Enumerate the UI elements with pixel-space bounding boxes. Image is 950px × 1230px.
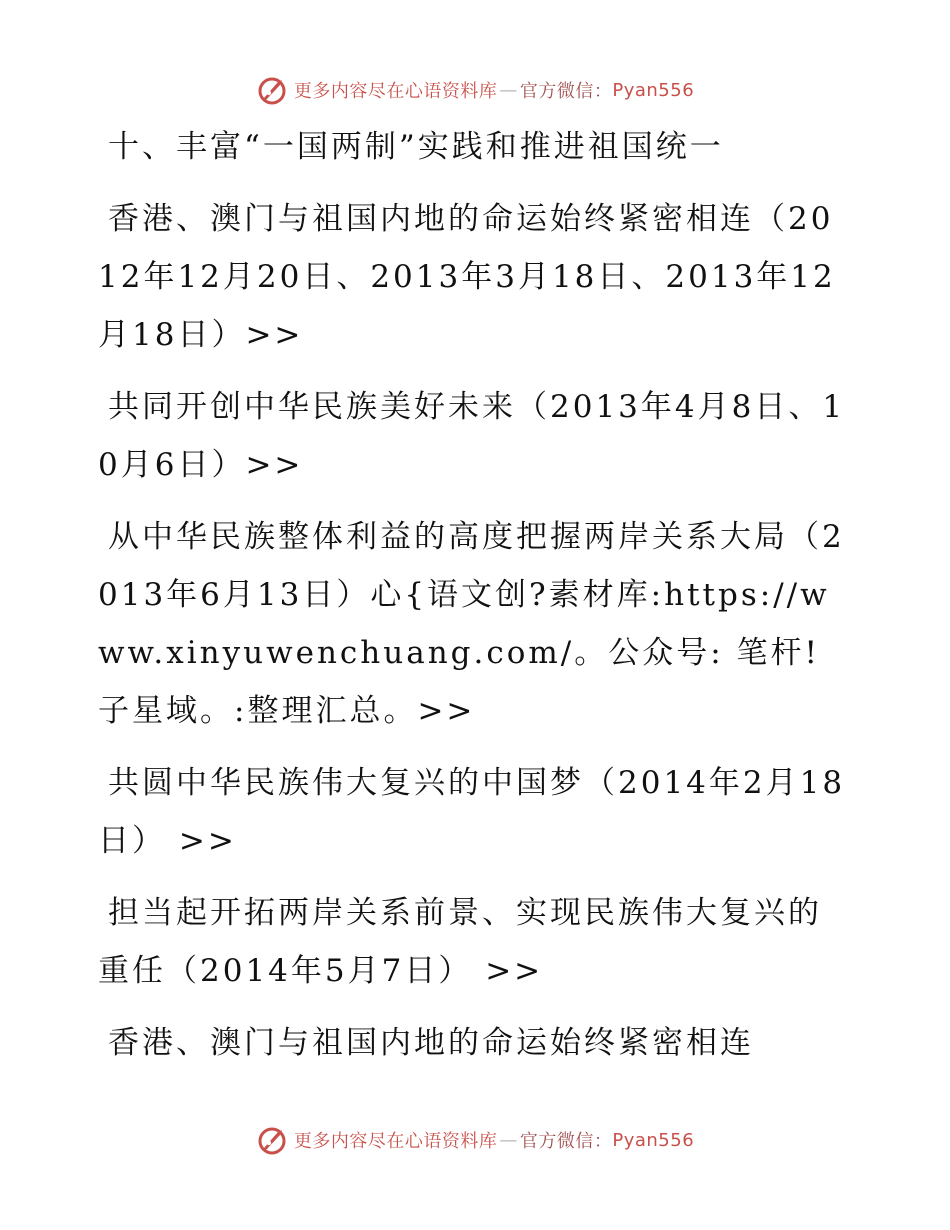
document-body — [98, 118, 848, 1086]
article-link-4[interactable] — [98, 754, 848, 870]
watermark-wechat-id: Pyan556 — [612, 79, 695, 101]
article-link-text-4[interactable]: 共圆中华民族伟大复兴的中国梦（2014年2月18日） >> — [98, 765, 846, 859]
article-link-text-6[interactable]: 香港、澳门与祖国内地的命运始终紧密相连 — [108, 1025, 754, 1061]
watermark-dash: — — [499, 79, 518, 101]
watermark-wechat-label: 官方微信： — [519, 81, 613, 102]
header-watermark — [0, 70, 950, 110]
article-link-text-3[interactable]: 从中华民族整体利益的高度把握两岸关系大局（2013年6月13日）心{语文创?素材库:https://www.xinyuwenchuang.com/。公众号: 笔杆! 子星域。:整理汇总。>> — [98, 519, 845, 729]
article-link-3[interactable] — [98, 508, 848, 740]
watermark-text: 更多内容尽在心语资料库 — [293, 81, 498, 102]
watermark-text: 更多内容尽在心语资料库 — [293, 1131, 498, 1152]
article-link-5[interactable] — [98, 884, 848, 1000]
watermark-wechat-id: Pyan556 — [612, 1129, 695, 1151]
section-heading: 十、丰富“一国两制”实践和推进祖国统一 — [108, 129, 724, 165]
quill-logo-icon — [256, 74, 288, 106]
article-link-text-2[interactable]: 共同开创中华民族美好未来（2013年4月8日、10月6日）>> — [98, 389, 846, 483]
article-link-1[interactable] — [98, 190, 848, 364]
watermark-dash: — — [499, 1129, 518, 1151]
footer-watermark — [0, 1120, 950, 1160]
article-link-text-5[interactable]: 担当起开拓两岸关系前景、实现民族伟大复兴的重任（2014年5月7日） >> — [98, 895, 822, 989]
quill-logo-icon — [256, 1124, 288, 1156]
article-link-2[interactable] — [98, 378, 848, 494]
article-link-text-1[interactable]: 香港、澳门与祖国内地的命运始终紧密相连（2012年12月20日、2013年3月18日、2013年12月18日）>> — [98, 201, 836, 353]
article-link-6[interactable] — [98, 1014, 848, 1072]
watermark-wechat-label: 官方微信： — [519, 1131, 613, 1152]
